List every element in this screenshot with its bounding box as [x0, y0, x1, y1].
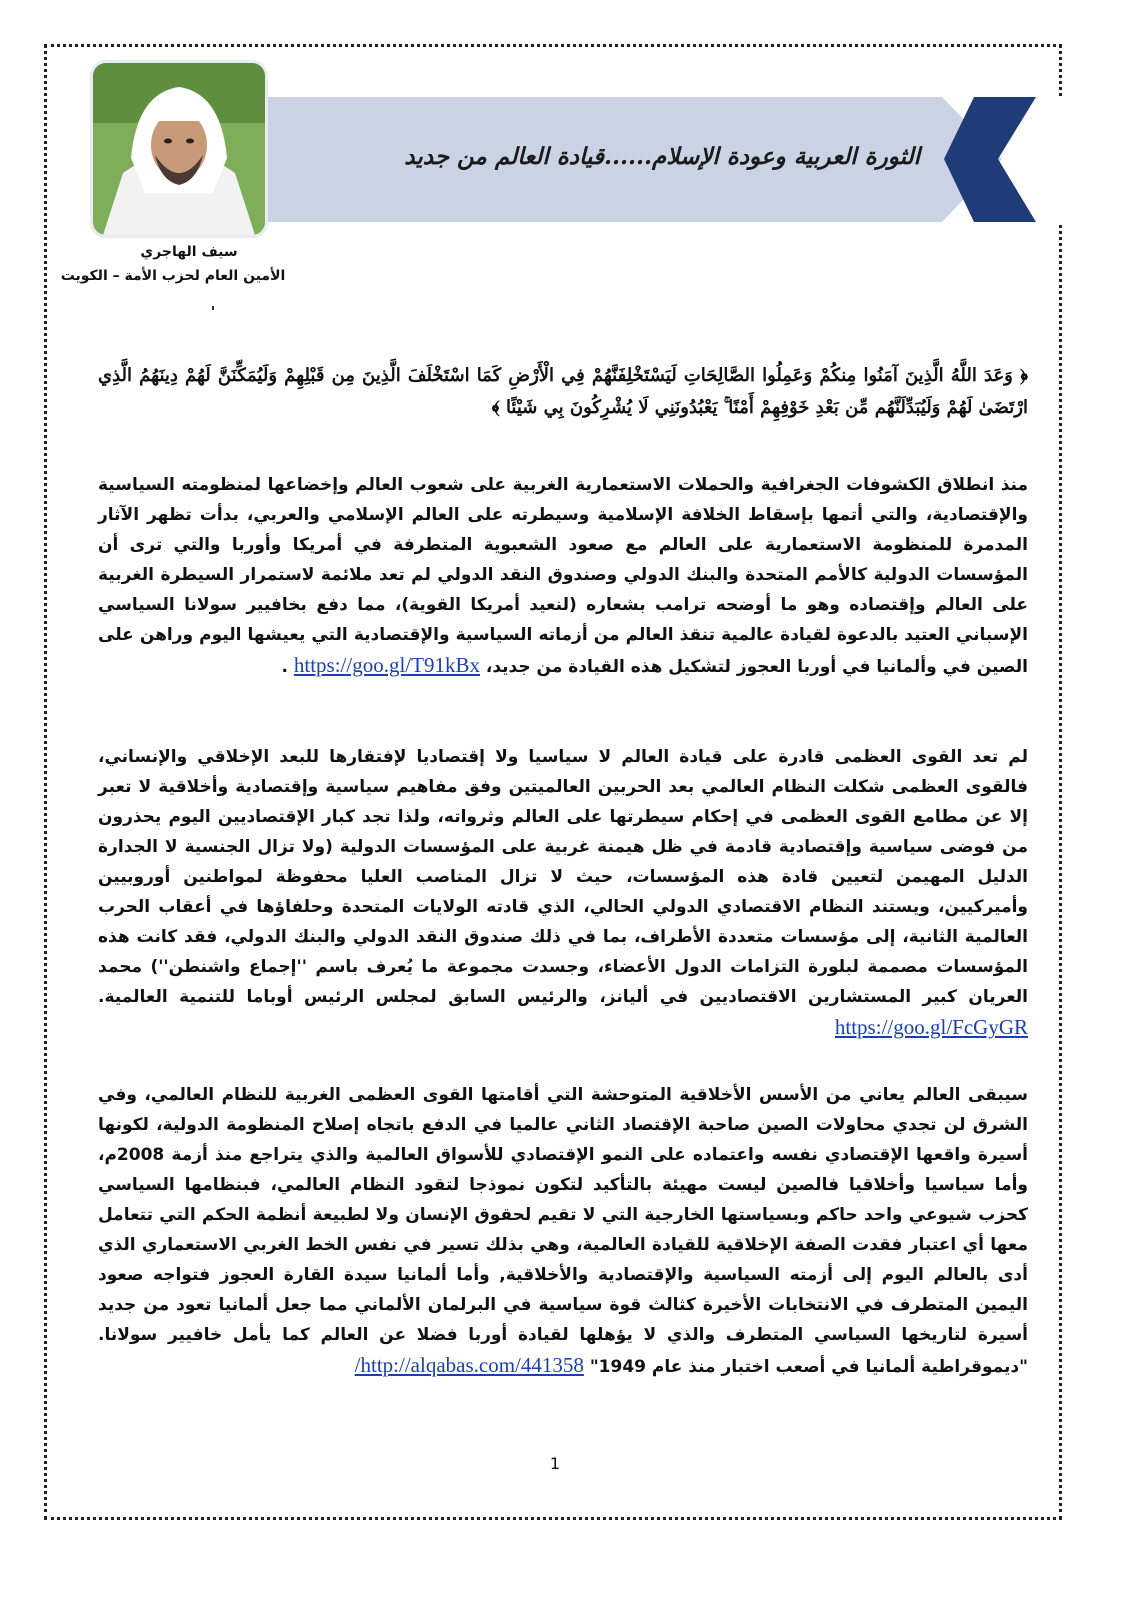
paragraph-suffix: . — [281, 657, 288, 677]
paragraph-text: منذ انطلاق الكشوفات الجغرافية والحملات الاستعمارية الغربية على شعوب العالم وإخضاعها لمنظومته السياسية والإقتصادية، والتي أتمها بإسقاط الخلافة الإسلامية وسيطرته على العالم الإسلامي والعربي، بدأت تظهر الآثار المدمرة للمنظومة الاستعمارية على العالم مع صعود الشعبوية المتطرفة في أمريكا وأوربا والتي ترى أن المؤسسات الدولية كالأمم المتحدة والبنك الدولي وصندوق النقد الدولي لم تعد ملائمة لاستمرار السيطرة الغربية على العالم وإقتصاده وهو ما أوضحه ترامب بشعاره (لنعيد أمريكا القوية)، مما دفع بخافيير سولانا السياسي الإسباني العتيد بالدعوة لقيادة عالمية تنقذ العالم من أزماته السياسية والإقتصادية التي يعيشها اليوم وراهن على الصين في وألمانيا في أوربا العجوز لتشكيل هذه القيادة من جديد، — [98, 475, 1028, 677]
page-number: 1 — [549, 1454, 561, 1473]
stray-mark — [212, 306, 214, 310]
paragraph-text: سيبقى العالم يعاني من الأسس الأخلاقية المتوحشة التي أقامتها القوى العظمى الغربية للنظام العالمي، وفي الشرق لن تجدي محاولات الصين صاحبة الإقتصاد الثاني عالميا في الدفع باتجاه إصلاح المنظومة الدولية، لكونها أسيرة واقعها الإقتصادي نفسه واعتماده على النمو الإقتصادي للأسواق العالمية والذي يتراجع منذ أزمة 2008م، وأما سياسيا وأخلاقيا فالصين ليست مهيئة بالتأكيد لتكون نموذجا لتقود النظام العالمي، فبنظامها السياسي كحزب شيوعي واحد حاكم وبسياستها الخارجية التي لا تقيم لحقوق الإنسان ولا لطبيعة أنظمة الحكم التي تتعامل معها أي اعتبار فقدت الصفة الإخلاقية للقيادة العالمية، وهي بذلك تسير في نفس الخط الغربي الاستعماري الذي أدى بالعالم اليوم إلى أزمته السياسية والإقتصادية والأخلاقية, وأما ألمانيا سيدة القارة العجوز فتواجه صعود اليمين المتطرف في الانتخابات الأخيرة كثالث قوة سياسية في البرلمان الألماني مما جعل ألمانيا تعود من جديد أسيرة لتاريخها السياسي المتطرف والذي لا يؤهلها لقيادة أوربا فضلا عن العالم كما يأمل خافيير سولانا. "ديموقراطية ألمانيا في أصعب اختبار منذ عام 1949" — [98, 1085, 1028, 1377]
source-link[interactable]: https://goo.gl/T91kBx — [293, 653, 480, 677]
source-link[interactable]: https://goo.gl/FcGyGR — [834, 1015, 1028, 1039]
author-photo — [90, 60, 268, 238]
paragraph-3 — [98, 1080, 1028, 1382]
article-title: الثورة العربية وعودة الإسلام......قيادة العالم من جديد — [404, 143, 920, 170]
quran-verse: ﴿ وَعَدَ اللَّهُ الَّذِينَ آمَنُوا مِنكُمْ وَعَمِلُوا الصَّالِحَاتِ لَيَسْتَخْلِفَنَّهُمْ فِي الْأَرْضِ كَمَا اسْتَخْلَفَ الَّذِينَ مِن قَبْلِهِمْ وَلَيُمَكِّنَنَّ لَهُمْ دِينَهُمُ الَّذِي ارْتَضَىٰ لَهُمْ وَلَيُبَدِّلَنَّهُم مِّن بَعْدِ خَوْفِهِمْ أَمْنًا ۚ يَعْبُدُونَنِي لَا يُشْرِكُونَ بِي شَيْئًا ﴾ — [98, 365, 1028, 418]
paragraph-1 — [98, 470, 1028, 682]
author-name: سيف الهاجري — [140, 244, 238, 260]
paragraph-text: لم تعد القوى العظمى قادرة على قيادة العالم لا سياسيا ولا إقتصاديا لإفتقارها للبعد الإخلاقي والإنساني، فالقوى العظمى شكلت النظام العالمي بعد الحربين العالميتين وفق مفاهيم سياسية وإقتصادية وأخلاقية لا تعبر إلا عن مطامع القوى العظمى في إحكام سيطرتها على العالم وثرواته، ولذا تجد كبار الإقتصاديين اليوم يحذرون من فوضى سياسية وإقتصادية قادمة في ظل هيمنة غربية على المؤسسات الدولية (ولا تزال الجنسية لا الجدارة الدليل المهيمن لتعيين قادة هذه المؤسسات، حيث لا تزال المناصب العليا محفوظة لمواطنين أوروبيين وأميركيين، ويستند النظام الاقتصادي الدولي الحالي، الذي قادته الولايات المتحدة وحلفاؤها في أعقاب الحرب العالمية الثانية، إلى مؤسسات متعددة الأطراف، بما في ذلك صندوق النقد الدولي والبنك الدولي، فقد كانت هذه المؤسسات مصممة لبلورة التزامات الدول الأعضاء، وجسدت مجموعة ما يُعرف باسم ''إجماع واشنطن'') محمد العريان كبير المستشارين الاقتصاديين في أليانز، والرئيس السابق لمجلس الرئيس أوباما للتنمية العالمية. — [98, 747, 1028, 1007]
paragraph-2 — [98, 742, 1028, 1044]
author-role: الأمين العام لحزب الأمة – الكويت — [60, 268, 286, 284]
source-link[interactable]: http://alqabas.com/441358/ — [354, 1353, 584, 1377]
